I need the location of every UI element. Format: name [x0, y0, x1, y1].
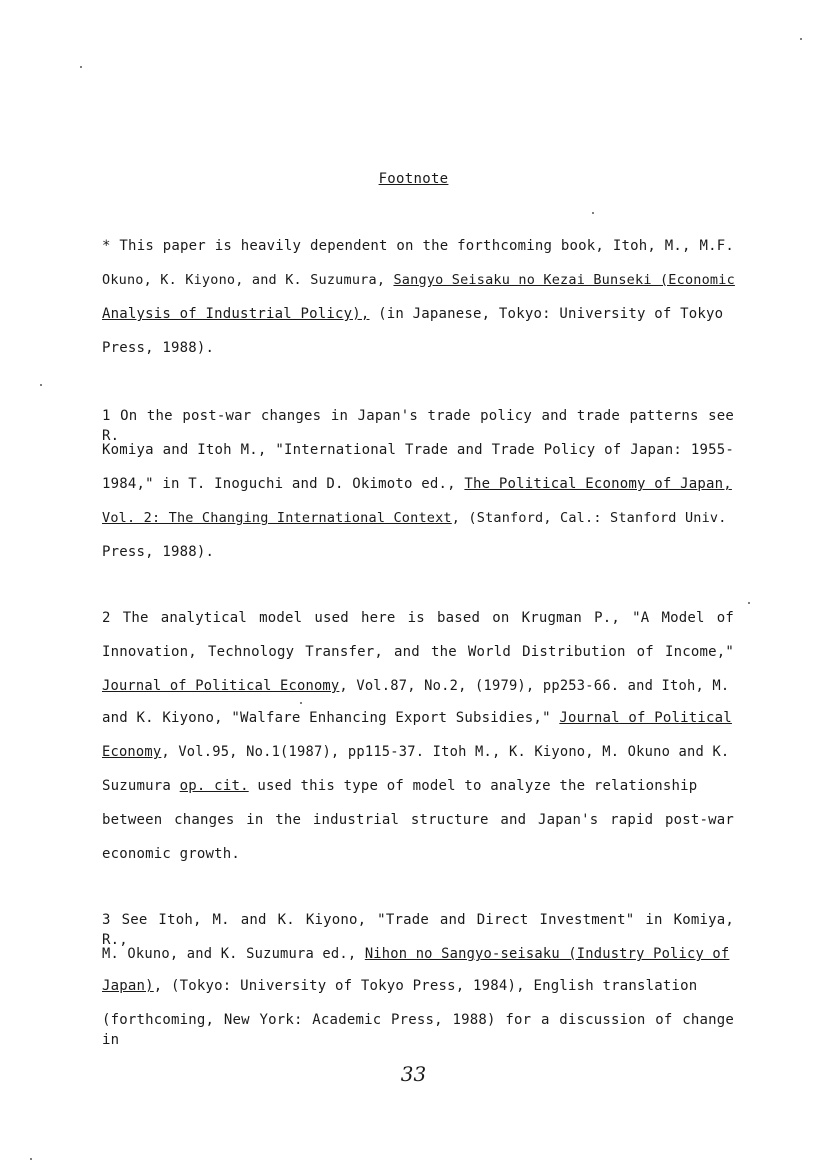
book-title-political-economy: The Political Economy of Japan, — [464, 476, 732, 492]
note2-line-1: 2 The analytical model used here is based on Krugman P., "A Model of — [102, 610, 734, 626]
note1-line-5: Press, 1988). — [102, 544, 215, 560]
star-note-line-4: Press, 1988). — [102, 340, 215, 356]
star-note-line-3 — [102, 304, 734, 324]
scan-speck — [592, 212, 594, 214]
star-note-authors: Okuno, K. Kiyono, and K. Suzumura, — [102, 272, 394, 288]
journal-title-2: Journal of Political — [559, 710, 732, 726]
scan-speck — [80, 66, 82, 68]
note2-line-3 — [102, 676, 734, 696]
note2-authors-2: and K. Kiyono, "Walfare Enhancing Export Subsidies," — [102, 710, 560, 726]
note1-line-3 — [102, 474, 734, 494]
note2-line-8: economic growth. — [102, 846, 241, 862]
book-title-volume: Vol. 2: The Changing International Context — [102, 510, 452, 526]
book-title-nihon: Nihon no Sangyo-seisaku (Industry Policy of — [364, 946, 730, 962]
footnote-heading: Footnote — [378, 171, 449, 187]
note2-citation-1: , Vol.87, No.2, (1979), pp253-66. and Itoh, M. — [339, 678, 730, 694]
scan-speck — [30, 1158, 32, 1160]
page-number: 33 — [400, 1062, 427, 1086]
note3-line-3 — [102, 976, 734, 996]
book-title-sangyo: Sangyo Seisaku no Kezai Bunseki (Economic — [393, 272, 735, 288]
op-cit: op. cit. — [179, 778, 249, 794]
note2-line-7: between changes in the industrial structure and Japan's rapid post-war — [102, 812, 734, 828]
journal-title-1: Journal of Political Economy — [102, 678, 340, 694]
note3-publisher: , (Tokyo: University of Tokyo Press, 1984), English translation — [153, 978, 698, 994]
note2-author: Suzumura — [102, 778, 180, 794]
note2-citation-2: , Vol.95, No.1(1987), pp115-37. Itoh M., K. Kiyono, M. Okuno and K. — [161, 744, 730, 760]
note2-line-4 — [102, 708, 734, 728]
note3-line-4: (forthcoming, New York: Academic Press, 1988) for a discussion of change in — [102, 1012, 734, 1048]
scan-speck — [40, 384, 42, 386]
note2-line-5 — [102, 742, 734, 762]
book-title-nihon-cont: Japan) — [102, 978, 154, 994]
note1-line-1: 1 On the post-war changes in Japan's trade policy and trade patterns see R. — [102, 408, 734, 444]
star-note-publisher: (in Japanese, Tokyo: University of Tokyo — [369, 306, 724, 322]
scan-speck — [800, 38, 802, 40]
book-title-sangyo-translation: Analysis of Industrial Policy), — [102, 306, 370, 322]
note3-editors: M. Okuno, and K. Suzumura ed., — [102, 946, 365, 962]
scan-speck — [300, 702, 302, 704]
star-note-line-1: * This paper is heavily dependent on the forthcoming book, Itoh, M., M.F. — [102, 238, 734, 254]
star-note-line-2 — [102, 270, 734, 290]
note1-line-2: Komiya and Itoh M., "International Trade and Trade Policy of Japan: 1955- — [102, 442, 734, 458]
note1-publisher: , (Stanford, Cal.: Stanford Univ. — [451, 510, 727, 526]
note1-editors: 1984," in T. Inoguchi and D. Okimoto ed., — [102, 476, 465, 492]
note3-line-1: 3 See Itoh, M. and K. Kiyono, "Trade and Direct Investment" in Komiya, R., — [102, 912, 734, 948]
note2-line-6 — [102, 776, 734, 796]
note3-line-2 — [102, 944, 734, 964]
note2-text: used this type of model to analyze the relationship — [248, 778, 698, 794]
note1-line-4 — [102, 508, 734, 528]
journal-title-2-cont: Economy — [102, 744, 162, 760]
note2-line-2: Innovation, Technology Transfer, and the World Distribution of Income," — [102, 644, 734, 660]
scan-speck — [748, 602, 750, 604]
